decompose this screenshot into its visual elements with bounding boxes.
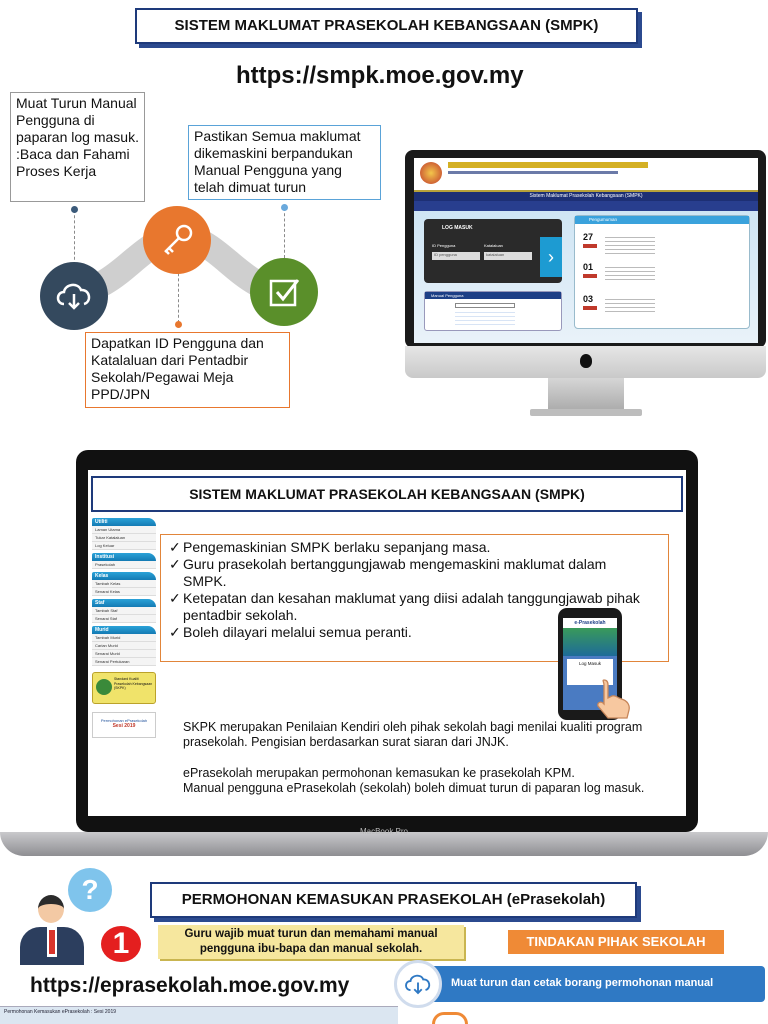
sidebar-head-utiliti: Utiliti	[92, 518, 156, 526]
laptop-sidebar	[92, 518, 156, 738]
bullet-item: ✓ Boleh dilayari melalui semua peranti.	[169, 624, 660, 641]
skpk-paragraph: SKPK merupakan Penilaian Kendiri oleh pihak sekolah bagi menilai kualiti program prasekolah. Pengisian berdasarkan surat siaran dari JNJK.	[183, 720, 643, 749]
smpk-title: SISTEM MAKLUMAT PRASEKOLAH KEBANGSAAN (SMPK)	[174, 17, 599, 34]
sidebar-item[interactable]: Senarai Murid	[92, 650, 156, 658]
bottom-strip	[0, 1006, 398, 1024]
action-title: TINDAKAN PIHAK SEKOLAH	[508, 930, 724, 954]
sidebar-group	[92, 599, 156, 623]
sidebar-item[interactable]: Tambah Murid	[92, 634, 156, 642]
laptop-screen	[88, 470, 686, 816]
pw-label: Katalaluan	[484, 243, 503, 248]
id-input[interactable]: ID pengguna	[432, 252, 480, 260]
pw-input[interactable]: katalaluan	[484, 252, 532, 260]
checkbox-icon	[250, 258, 318, 326]
note-get-id: Dapatkan ID Pengguna dan Katalaluan dari Pentadbir Sekolah/Pegawai Meja PPD/JPN	[85, 332, 290, 408]
sidebar-head-murid: Murid	[92, 626, 156, 634]
sidebar-item[interactable]: Laman Utama	[92, 526, 156, 534]
sidebar-head-institusi: Institusi	[92, 553, 156, 561]
sidebar-item[interactable]: Log Keluar	[92, 542, 156, 550]
person-avatar	[20, 895, 84, 965]
skpk-logo-icon	[96, 679, 112, 695]
bullet-item: ✓ Guru prasekolah bertanggungjawab mengemaskini maklumat dalam SMPK.	[169, 556, 629, 590]
monitor-screen	[414, 158, 758, 343]
manual-select[interactable]	[455, 303, 515, 308]
announcement-panel	[574, 215, 750, 329]
announcement-title: Pengumuman	[575, 216, 749, 224]
manual-paragraph: Manual pengguna ePrasekolah (sekolah) boleh dimuat turun di paparan log masuk.	[183, 781, 645, 795]
action-step-1[interactable]	[415, 966, 765, 1002]
connector-dot	[281, 204, 288, 211]
eprasekolah-title-box	[150, 882, 637, 918]
eprasekolah-link[interactable]	[92, 712, 156, 738]
bullet-item: ✓ Ketepatan dan kesahan maklumat yang diisi adalah tanggungjawab pihak pentadbir sekolah.	[169, 590, 669, 624]
sidebar-item[interactable]: Senarai Staf	[92, 615, 156, 623]
phone-login[interactable]: Log Masuk	[567, 659, 613, 685]
sidebar-item[interactable]: Tambah Kelas	[92, 580, 156, 588]
smpk-title-box	[135, 8, 638, 44]
cloud-download-icon	[40, 262, 108, 330]
skpk-badge[interactable]	[92, 672, 156, 704]
laptop-brand: MacBook Pro	[359, 827, 409, 836]
smpk-url[interactable]: https://smpk.moe.gov.my	[236, 62, 524, 89]
sidebar-group	[92, 553, 156, 569]
question-bubble-icon: ?	[68, 868, 112, 912]
date-badge: 03	[583, 294, 594, 304]
eprasekolah-url[interactable]: https://eprasekolah.moe.gov.my	[30, 974, 350, 997]
sidebar-group	[92, 572, 156, 596]
sidebar-item[interactable]: Prasekolah	[92, 561, 156, 569]
sidebar-item[interactable]: Senarai Kelas	[92, 588, 156, 596]
next-step-hint	[432, 1012, 468, 1024]
login-panel	[424, 219, 562, 283]
login-arrow-button[interactable]: ›	[540, 237, 562, 277]
sidebar-group	[92, 626, 156, 666]
monitor-foot	[530, 409, 642, 416]
bottom-strip-label: Permohonan Kemasukan ePrasekolah : Sesi 2019	[4, 1009, 117, 1015]
sidebar-item[interactable]: Tukar Katalaluan	[92, 534, 156, 542]
sidebar-item[interactable]: Senarai Pertukaran	[92, 658, 156, 666]
key-icon	[143, 206, 211, 274]
action-step-1-label: Muat turun dan cetak borang permohonan manual	[451, 977, 714, 989]
sidebar-item[interactable]: Tambah Staf	[92, 607, 156, 615]
sidebar-item[interactable]: Carian Murid	[92, 642, 156, 650]
phone-title: e-Prasekolah	[563, 618, 617, 628]
manual-title: Manual Pengguna	[425, 292, 561, 299]
note-download-manual: Muat Turun Manual Pengguna di paparan log masuk. :Baca dan Fahami Proses Kerja	[10, 92, 145, 202]
eprasekolah-paragraph: ePrasekolah merupakan permohonan kemasukan ke prasekolah KPM.	[183, 766, 575, 780]
crest-logo	[420, 162, 442, 184]
connector-dot	[175, 321, 182, 328]
hand-pointer-icon	[594, 676, 638, 720]
monitor-chin	[405, 346, 766, 378]
eprasekolah-session: Sesi 2019	[112, 723, 136, 729]
date-badge: 27	[583, 232, 594, 242]
skpk-label: Standard Kualiti Prasekolah Kebangsaan (SKPK)	[114, 677, 153, 690]
monitor-stand	[548, 378, 624, 412]
date-badge: 01	[583, 262, 594, 272]
manual-panel	[424, 291, 562, 331]
eprasekolah-link-label: Permohonan ePrasekolah	[100, 718, 148, 723]
sidebar-group	[92, 518, 156, 550]
laptop-title: SISTEM MAKLUMAT PRASEKOLAH KEBANGSAAN (SMPK)	[189, 486, 585, 502]
apple-logo-icon	[580, 354, 592, 368]
login-title: LOG MASUK	[442, 225, 473, 231]
sidebar-head-kelas: Kelas	[92, 572, 156, 580]
id-label: ID Pengguna	[432, 243, 456, 248]
monitor-banner: Sistem Maklumat Prasekolah Kebangsaan (SMPK)	[414, 192, 758, 201]
laptop-title-box	[91, 476, 683, 512]
eprasekolah-title: PERMOHONAN KEMASUKAN PRASEKOLAH (ePrasekolah)	[181, 891, 606, 908]
step-instruction: Guru wajib muat turun dan memahami manual pengguna ibu-bapa dan manual sekolah.	[158, 925, 464, 959]
sidebar-head-staf: Staf	[92, 599, 156, 607]
step-number-badge: 1	[99, 924, 143, 964]
note-update-info: Pastikan Semua maklumat dikemaskini berpandukan Manual Pengguna yang telah dimuat turun	[188, 125, 381, 200]
cloud-download-icon	[394, 960, 442, 1008]
bullet-item: ✓ Pengemaskinian SMPK berlaku sepanjang masa.	[169, 539, 660, 556]
laptop-base	[0, 827, 768, 856]
